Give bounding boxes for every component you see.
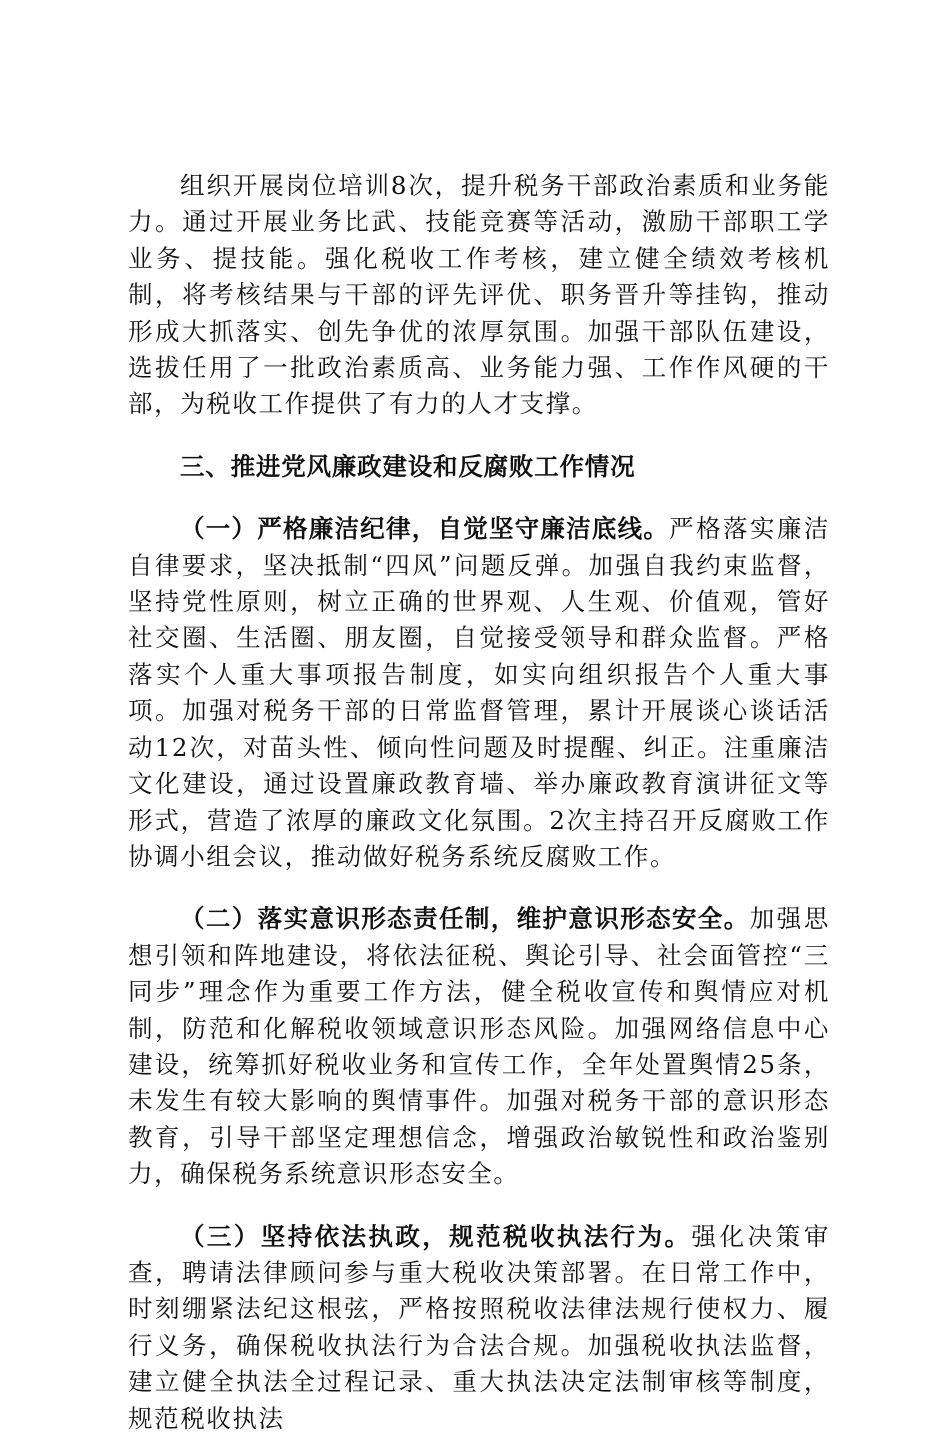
paragraph-ideology — [128, 901, 830, 1192]
subsection-body-integrity: 严格落实廉洁自律要求，坚决抵制“四风”问题反弹。加强自我约束监督，坚持党性原则，树立正确的世界观、人生观、价值观，管好社交圈、生活圈、朋友圈，自觉接受领导和群众监督。严格落实个人重大事项报告制度，如实向组织报告个人重大事项。加强对税务干部的日常监督管理，累计开展谈心谈话活动12次，对苗头性、倾向性问题及时提醒、纠正。注重廉洁文化建设，通过设置廉政教育墙、举办廉政教育演讲征文等形式，营造了浓厚的廉政文化氛围。2次主持召开反腐败工作协调小组会议，推动做好税务系统反腐败工作。 — [128, 514, 830, 871]
document-body — [128, 168, 830, 1437]
subsection-lead-law-enforcement: （三）坚持依法执政，规范税收执法行为。 — [180, 1221, 692, 1251]
subsection-lead-ideology: （二）落实意识形态责任制，维护意识形态安全。 — [180, 904, 750, 934]
subsection-lead-integrity: （一）严格廉洁纪律，自觉坚守廉洁底线。 — [180, 514, 670, 544]
paragraph-law-enforcement — [128, 1219, 830, 1437]
paragraph-integrity — [128, 511, 830, 875]
section-heading: 三、推进党风廉政建设和反腐败工作情况 — [180, 451, 636, 481]
subsection-body-law-enforcement: 强化决策审查，聘请法律顾问参与重大税收决策部署。在日常工作中，时刻绷紧法纪这根弦，严格按照税收法律法规行使权力、履行义务，确保税收执法行为合法合规。加强税收执法监督，建立健全执法全过程记录、重大执法决定法制审核等制度，规范税收执法 — [128, 1221, 830, 1433]
paragraph-training: 组织开展岗位培训8次，提升税务干部政治素质和业务能力。通过开展业务比武、技能竞赛等活动，激励干部职工学业务、提技能。强化税收工作考核，建立健全绩效考核机制，将考核结果与干部的评先评优、职务晋升等挂钩，推动形成大抓落实、创先争优的浓厚氛围。加强干部队伍建设，选拔任用了一批政治素质高、业务能力强、工作作风硬的干部，为税收工作提供了有力的人才支撑。 — [128, 171, 830, 419]
subsection-body-ideology: 加强思想引领和阵地建设，将依法征税、舆论引导、社会面管控“三同步”理念作为重要工作方法，健全税收宣传和舆情应对机制，防范和化解税收领域意识形态风险。加强网络信息中心建设，统筹抓好税收业务和宣传工作，全年处置舆情25条，未发生有较大影响的舆情事件。加强对税务干部的意识形态教育，引导干部坚定理想信念，增强政治敏锐性和政治鉴别力，确保税务系统意识形态安全。 — [128, 904, 830, 1189]
